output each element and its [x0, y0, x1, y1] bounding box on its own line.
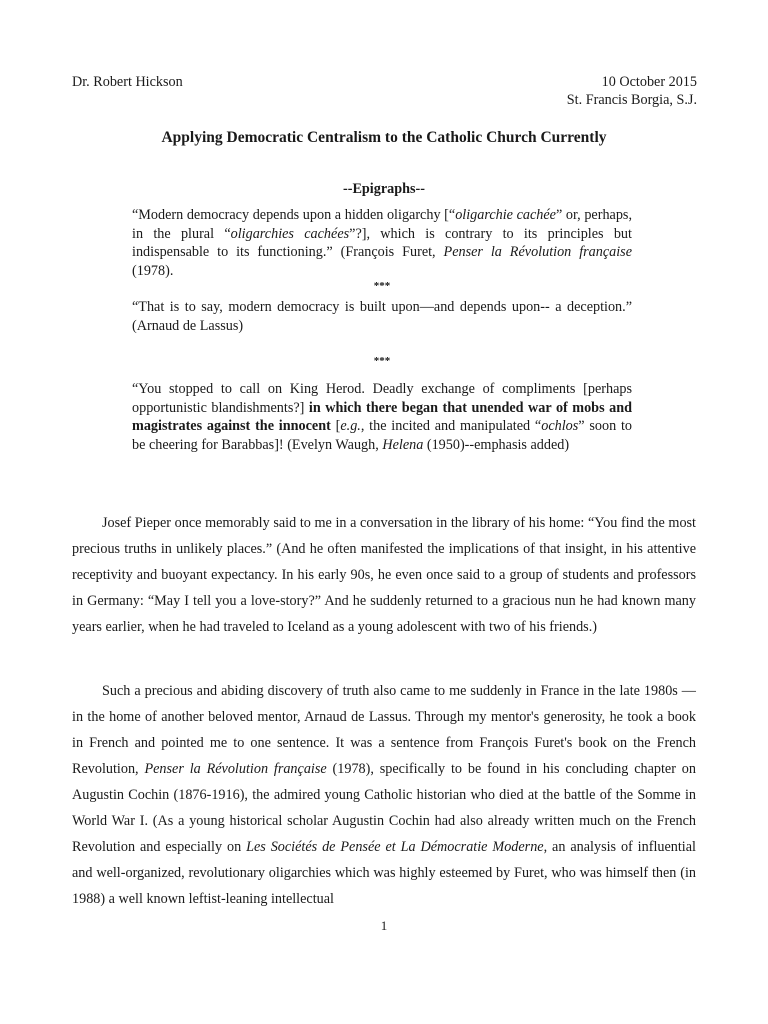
text-run: (1950)--emphasis added): [423, 436, 570, 453]
text-run: ” soon to be cheering for Barabbas]! (Evelyn Waugh,: [132, 418, 632, 453]
text-run: , the incited and manipulated “: [360, 418, 542, 434]
italic-text: Penser la Révolution française: [443, 244, 632, 260]
text-run: ” or, perhaps, in the plural “: [132, 207, 632, 242]
epigraph-2: [132, 298, 632, 335]
date-block: [567, 73, 697, 109]
text-run: Such a precious and abiding discovery of truth also came to me suddenly in France in the late 1980s — in the home of another beloved mentor, Arnaud de Lassus. Through my mentor's generosity, he took a book in French and pointed me to one sentence. It was a sentence from François Furet's book on the French Revolution,: [72, 683, 696, 777]
separator-1: ***: [373, 280, 391, 292]
text-run: “That is to say, modern democracy is built upon—and depends upon-- a deception.” (Arnaud de Lassus): [132, 299, 632, 334]
feast-day: St. Francis Borgia, S.J.: [566, 92, 697, 108]
text-run: (1978).: [132, 262, 174, 279]
body-paragraph-1: [72, 510, 696, 640]
epigraphs-heading: --Epigraphs--: [343, 181, 425, 197]
text-run: , an analysis of influential and well-organized, revolutionary oligarchies which was highly esteemed by Furet, who was himself then (in 1988) a well known leftist-leaning intellectual: [72, 839, 696, 907]
text-run: ”?], which is contrary to its principles but indispensable to its functioning.” (François Furet,: [132, 225, 632, 260]
text-run: Josef Pieper once memorably said to me in a conversation in the library of his home: “You find the most precious truths in unlikely places.” (And he often manifested the implications of that insight, in his attentive receptivity and buoyant expectancy. In his early 90s, he even once said to a group of students and professors in Germany: “May I tell you a love-story?” And he suddenly returned to a gracious nun he had known many years earlier, when he had traveled to Iceland as a young adolescent with two of his friends.): [72, 515, 696, 635]
italic-text: Penser la Révolution française: [144, 761, 327, 777]
text-run: “You stopped to call on King Herod. Deadly exchange of compliments [perhaps opportunistic blandishments?]: [132, 381, 632, 416]
body-paragraph-2: [72, 678, 696, 912]
italic-text: Helena: [382, 436, 424, 453]
page-number: 1: [380, 918, 388, 933]
italic-text: Les Sociétés de Pensée et La Démocratie Moderne: [246, 839, 544, 855]
author-line: [72, 73, 183, 91]
epigraph-3: [132, 380, 632, 454]
italic-text: ochlos: [541, 418, 579, 434]
italic-text: oligarchie cachée: [455, 207, 556, 223]
document-title: Applying Democratic Centralism to the Catholic Church Currently: [161, 129, 607, 146]
text-run: “Modern democracy depends upon a hidden oligarchy [“: [132, 207, 456, 223]
separator-2: ***: [373, 355, 391, 367]
text-run: [: [330, 418, 341, 434]
author-name: Dr. Robert Hickson: [72, 74, 183, 90]
epigraph-1: [132, 206, 632, 280]
italic-text: oligarchies cachées: [230, 225, 350, 242]
date: 10 October 2015: [601, 74, 697, 90]
text-run: (1978), specifically to be found in his concluding chapter on Augustin Cochin (1876-1916), the admired young Catholic historian who died at the battle of the Somme in World War I. (As a young historical scholar Augustin Cochin had also already written much on the French Revolution and especially on: [72, 761, 696, 855]
bold-text: in which there began that unended war of mobs and magistrates against the innocent: [132, 399, 632, 434]
italic-text: e.g.: [340, 418, 361, 434]
